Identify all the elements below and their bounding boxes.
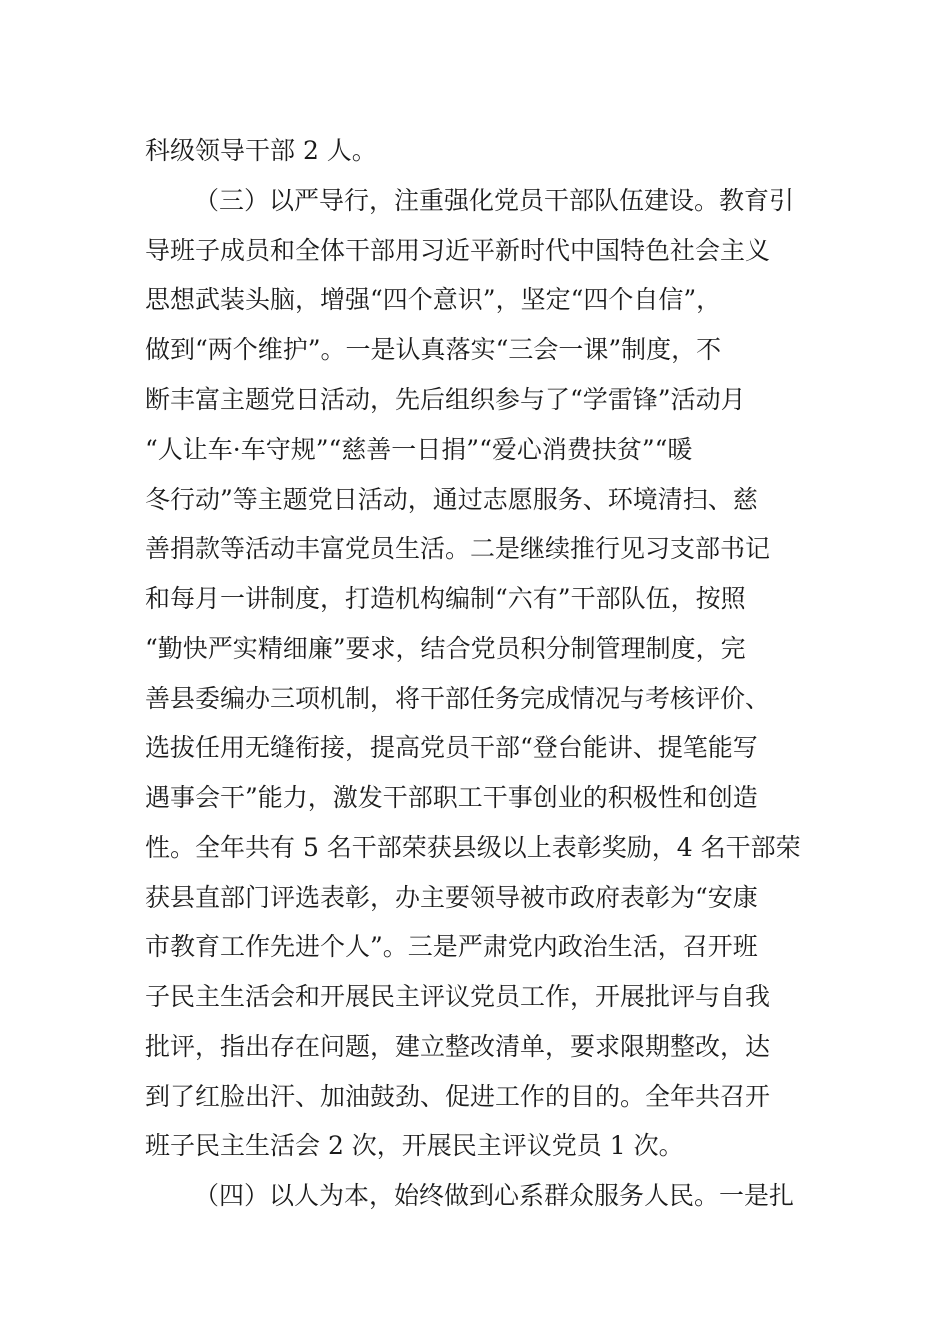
text-line: 导班子成员和全体干部用习近平新时代中国特色社会主义 <box>145 236 771 265</box>
text-line: 冬行动”等主题党日活动，通过志愿服务、环境清扫、慈 <box>145 485 758 514</box>
text-line: 选拔任用无缝衔接，提高党员干部“登台能讲、提笔能写 <box>145 733 758 762</box>
text-line: “人让车·车守规”“慈善一日捐”“爱心消费扶贫”“暖 <box>145 435 693 464</box>
text-line: 科级领导干部 2 人。 <box>145 136 377 165</box>
text-line: “勤快严实精细廉”要求，结合党员积分制管理制度，完 <box>145 634 746 663</box>
text-line: 善县委编办三项机制，将干部任务完成情况与考核评价、 <box>145 684 771 713</box>
text-line: （四）以人为本，始终做到心系群众服务人民。一是扎 <box>194 1181 795 1210</box>
text-line: 子民主生活会和开展民主评议党员工作，开展批评与自我 <box>145 982 771 1011</box>
text-line: 市教育工作先进个人”。三是严肃党内政治生活，召开班 <box>145 932 758 961</box>
text-line: 思想武装头脑，增强“四个意识”，坚定“四个自信”， <box>145 285 722 314</box>
text-line: 到了红脸出汗、加油鼓劲、促进工作的目的。全年共召开 <box>145 1082 771 1111</box>
text-line: 做到“两个维护”。一是认真落实“三会一课”制度，不 <box>145 335 722 364</box>
text-line: 获县直部门评选表彰，办主要领导被市政府表彰为“安康 <box>145 883 758 912</box>
text-line: （三）以严导行，注重强化党员干部队伍建设。教育引 <box>194 186 795 215</box>
text-line: 批评，指出存在问题，建立整改清单，要求限期整改，达 <box>145 1032 771 1061</box>
text-line: 善捐款等活动丰富党员生活。二是继续推行见习支部书记 <box>145 534 771 563</box>
text-line: 和每月一讲制度，打造机构编制“六有”干部队伍，按照 <box>145 584 746 613</box>
text-line: 性。全年共有 5 名干部荣获县级以上表彰奖励，4 名干部荣 <box>145 833 801 862</box>
text-line: 遇事会干”能力，激发干部职工干事创业的积极性和创造 <box>145 783 758 812</box>
text-line: 断丰富主题党日活动，先后组织参与了“学雷锋”活动月 <box>145 385 746 414</box>
text-line: 班子民主生活会 2 次，开展民主评议党员 1 次。 <box>145 1131 684 1160</box>
